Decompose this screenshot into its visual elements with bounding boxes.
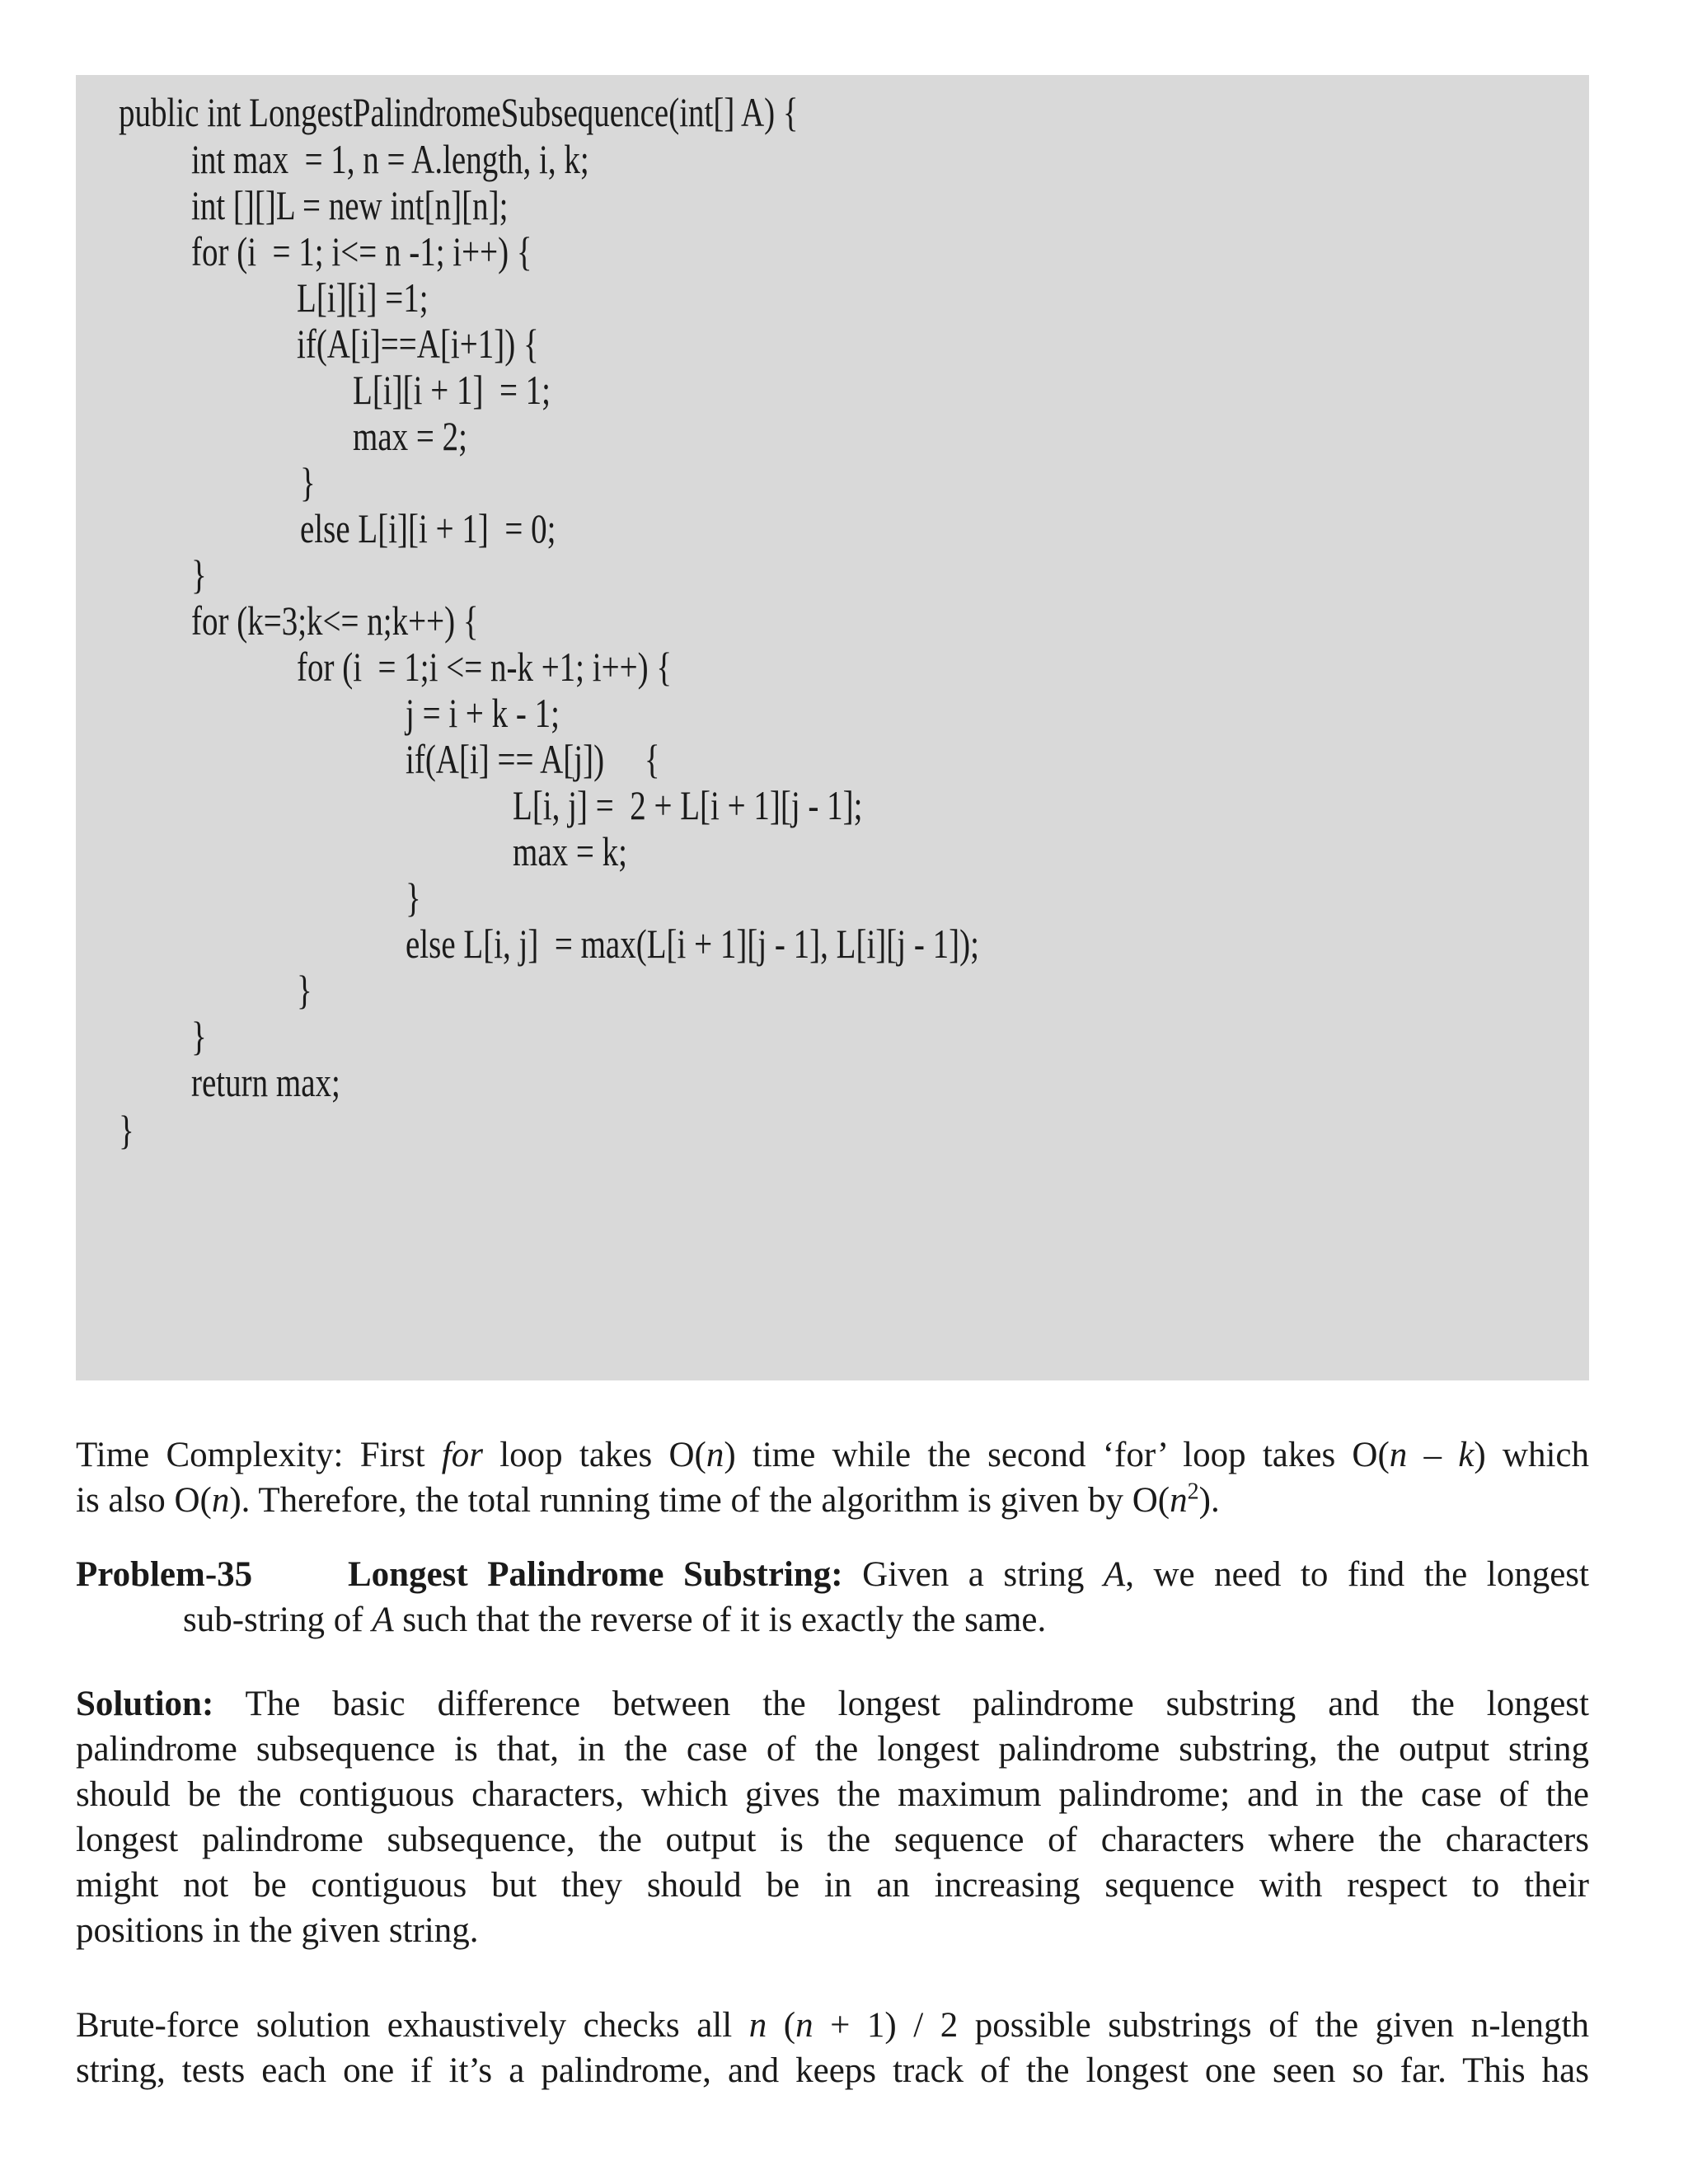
code-line: L[i][i] =1; — [297, 274, 429, 321]
code-line: for (i = 1;i <= n-k +1; i++) { — [297, 644, 673, 690]
complexity-line-1: Time Complexity: First for loop takes O(n) time while the second ‘for’ loop takes O(n – k) which — [76, 1436, 1589, 1474]
solution-line-2: palindrome subsequence is that, in the case of the longest palindrome substring, the output string — [76, 1730, 1589, 1769]
code-line: } — [191, 551, 207, 598]
problem-label: Problem-35 — [76, 1555, 253, 1594]
solution-line-1: Solution: The basic difference between the longest palindrome substring and the longest — [76, 1685, 1589, 1723]
code-line: } — [119, 1107, 134, 1153]
problem-title: Longest Palindrome Substring: — [348, 1555, 843, 1594]
code-line: int max = 1, n = A.length, i, k; — [191, 136, 589, 182]
problem-statement — [76, 1552, 1589, 1643]
code-line: if(A[i] == A[j]) { — [406, 736, 660, 782]
problem-line-2: sub-string of A such that the reverse of it is exactly the same. — [183, 1601, 1047, 1639]
brute-force-paragraph — [76, 2003, 1589, 2093]
solution-paragraph — [76, 1681, 1589, 1953]
solution-line-5: might not be contiguous but they should be in an increasing sequence with respect to their — [76, 1866, 1589, 1905]
code-line: } — [300, 459, 316, 505]
code-line: } — [297, 967, 312, 1013]
code-line: public int LongestPalindromeSubsequence(int[] A) { — [119, 89, 799, 135]
code-line: j = i + k - 1; — [406, 690, 560, 736]
code-line: if(A[i]==A[i+1]) { — [297, 321, 539, 367]
solution-label: Solution: — [76, 1685, 214, 1723]
code-line: max = k; — [513, 828, 627, 874]
code-block — [76, 75, 1589, 1380]
code-line: } — [406, 874, 421, 921]
code-line: L[i, j] = 2 + L[i + 1][j - 1]; — [513, 782, 863, 828]
code-line: else L[i, j] = max(L[i + 1][j - 1], L[i][j - 1]); — [406, 921, 979, 967]
code-line: return max; — [191, 1059, 340, 1105]
solution-line-4: longest palindrome subsequence, the output is the sequence of characters where the characters — [76, 1821, 1589, 1859]
problem-line-1-text: Longest Palindrome Substring: Given a string A, we need to find the longest — [348, 1555, 1589, 1594]
code-line: else L[i][i + 1] = 0; — [300, 505, 556, 551]
code-line: } — [191, 1013, 207, 1059]
brute-line-2: string, tests each one if it’s a palindrome, and keeps track of the longest one seen so far. This has — [76, 2051, 1589, 2090]
solution-line-3: should be the contiguous characters, which gives the maximum palindrome; and in the case of the — [76, 1775, 1589, 1814]
complexity-line-2: is also O(n). Therefore, the total running time of the algorithm is given by $O(n^2)$. — [76, 1479, 1220, 1520]
code-line: for (i = 1; i<= n -1; i++) { — [191, 228, 532, 274]
complexity-paragraph — [76, 1432, 1589, 1523]
code-line: max = 2; — [353, 413, 467, 459]
solution-line-6: positions in the given string. — [76, 1911, 479, 1950]
problem-line-1 — [76, 1552, 1589, 1597]
code-line: L[i][i + 1] = 1; — [353, 367, 551, 413]
brute-line-1: Brute-force solution exhaustively checks all n (n + 1) / 2 possible substrings of the given n-length — [76, 2006, 1589, 2045]
code-line: int [][]L = new int[n][n]; — [191, 182, 509, 228]
code-line: for (k=3;k<= n;k++) { — [191, 598, 479, 644]
